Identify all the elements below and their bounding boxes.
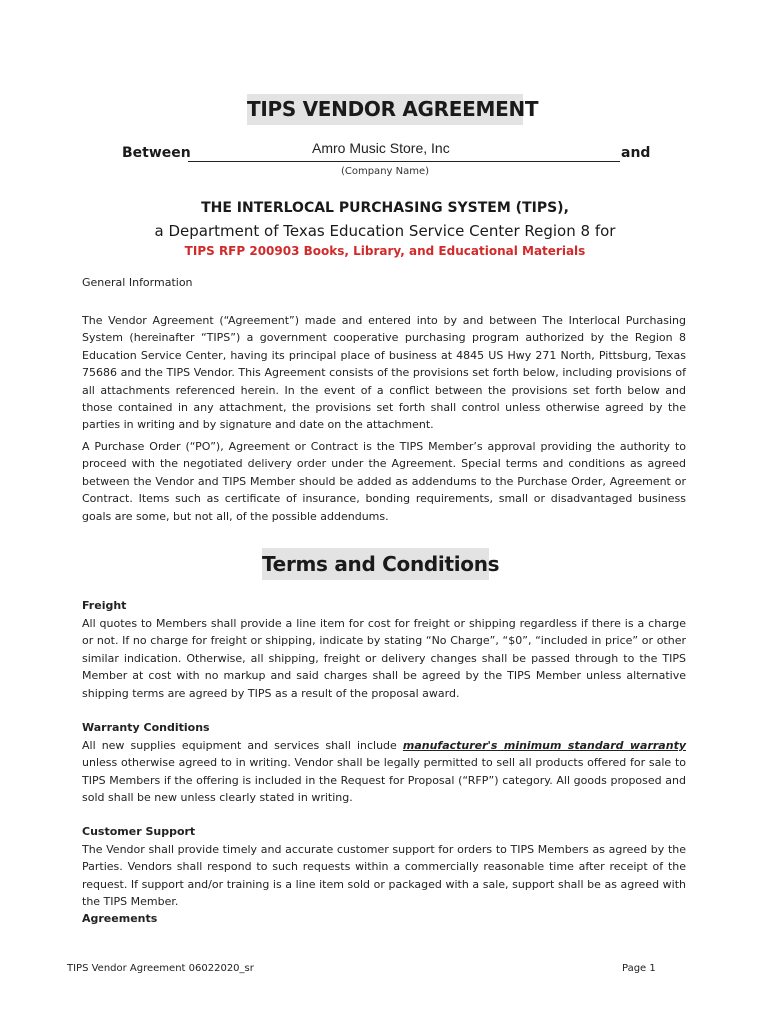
warranty-emphasis: manufacturer's minimum standard warranty [402, 739, 686, 752]
tips-heading: THE INTERLOCAL PURCHASING SYSTEM (TIPS), [201, 200, 569, 216]
and-label: and [621, 145, 651, 161]
company-name-underline [188, 161, 620, 162]
between-row [122, 140, 652, 164]
warranty-label: Warranty Conditions [82, 721, 210, 734]
terms-heading: Terms and Conditions [262, 548, 489, 580]
warranty-paragraph [82, 737, 686, 807]
customer-support-label: Customer Support [82, 825, 196, 838]
footer-page-number: Page 1 [622, 963, 656, 974]
company-name-field[interactable]: Amro Music Store, Inc [312, 140, 450, 156]
rfp-line: TIPS RFP 200903 Books, Library, and Educational Materials [184, 244, 586, 258]
warranty-text-after: unless otherwise agreed to in writing. Vendor shall be legally permitted to sell all products offered for sale to TIPS Members if the offering is included in the Request for Proposal (“RFP”) category. All goods proposed and sold shall be new unless clearly stated in writing. [82, 756, 686, 805]
company-name-caption: (Company Name) [340, 166, 430, 177]
warranty-text-before: All new supplies equipment and services shall include [82, 739, 403, 752]
document-title: TIPS VENDOR AGREEMENT [247, 94, 523, 125]
general-paragraph-1: The Vendor Agreement (“Agreement”) made and entered into by and between The Interlocal Purchasing System (hereinafter “TIPS”) a government cooperative purchasing program authorized by the Region 8 Education Service Center, having its principal place of business at 4845 US Hwy 271 North, Pittsburg, Texas 75686 and the TIPS Vendor. This Agreement consists of the provisions set forth below, including provisions of all attachments referenced herein. In the event of a conflict between the provisions set forth below and those contained in any attachment, the provisions set forth shall control unless otherwise agreed by the parties in writing and by signature and date on the attachment. [82, 314, 686, 432]
freight-paragraph: All quotes to Members shall provide a line item for cost for freight or shipping regardless if there is a charge or not. If no charge for freight or shipping, indicate by stating “No Charge”, “$0”, “included in price” or other similar indication. Otherwise, all shipping, freight or delivery changes shall be passed through to the TIPS Member at cost with no markup and said charges shall be agreed by the TIPS Member unless alternative shipping terms are agreed by TIPS as a result of the proposal award. [82, 617, 686, 700]
general-paragraph-2: A Purchase Order (“PO”), Agreement or Contract is the TIPS Member’s approval providing the authority to proceed with the negotiated delivery order under the Agreement. Special terms and conditions as agreed between the Vendor and TIPS Member should be added as addendums to the Purchase Order, Agreement or Contract. Items such as certificate of insurance, bonding requirements, small or disadvantaged business goals are some, but not all, of the possible addendums. [82, 440, 686, 523]
footer-document-id: TIPS Vendor Agreement 06022020_sr [67, 963, 254, 974]
region-line: a Department of Texas Education Service Center Region 8 for [154, 222, 616, 240]
agreements-label: Agreements [82, 912, 158, 925]
customer-support-paragraph: The Vendor shall provide timely and accurate customer support for orders to TIPS Members as agreed by the Parties. Vendors shall respond to such requests within a commercially reasonable time after receipt of the request. If support and/or training is a line item sold or packaged with a sale, support shall be as agreed with the TIPS Member. [82, 843, 686, 909]
freight-label: Freight [82, 599, 127, 612]
between-label: Between [122, 145, 191, 161]
general-information-label: General Information [82, 276, 193, 289]
